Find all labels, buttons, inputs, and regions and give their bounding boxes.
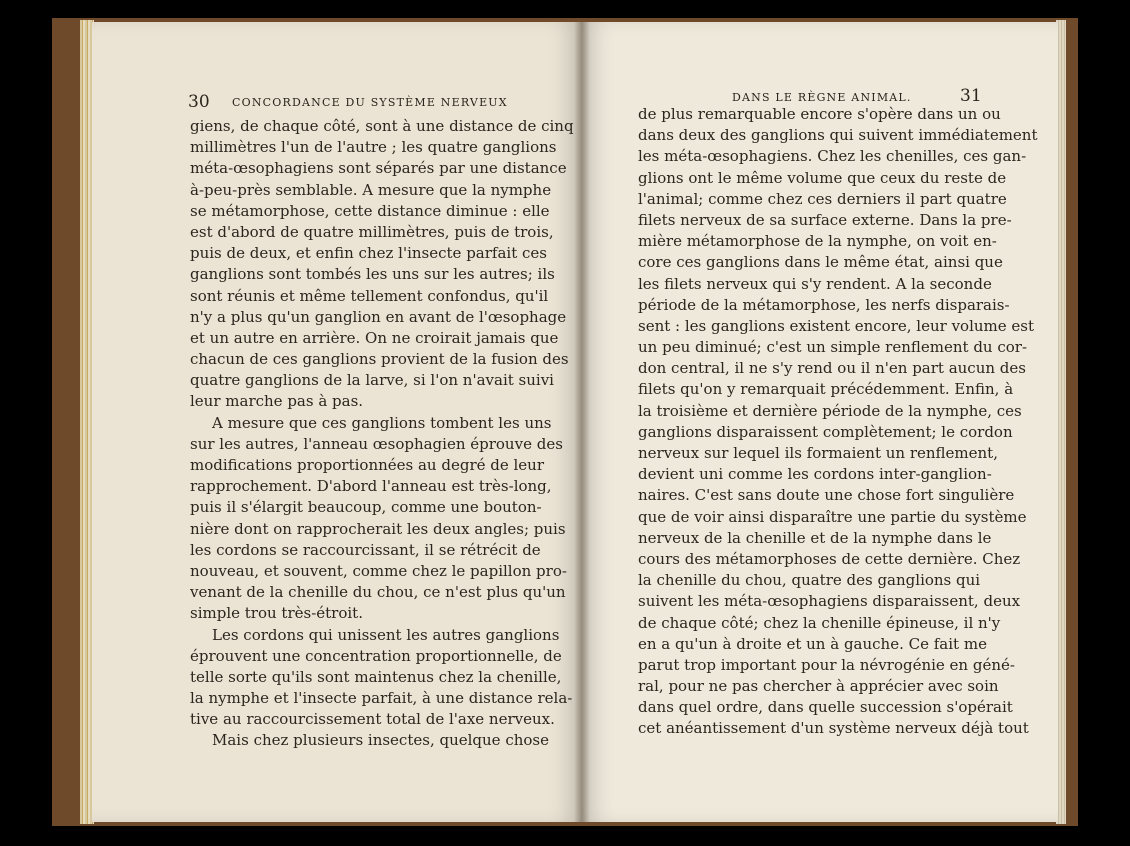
text-line: Mais chez plusieurs insectes, quelque chose [212, 731, 549, 750]
text-line: ganglions disparaissent complètement; le cordon [638, 422, 1013, 441]
text-line: Les cordons qui unissent les autres ganglions [212, 625, 560, 644]
text-line: nerveux sur lequel ils formaient un renflement, [638, 444, 998, 462]
text-line: et un autre en arrière. On ne croirait jamais que [190, 328, 559, 347]
text-line: filets qu'on y remarquait précédemment. Enfin, à [638, 380, 1014, 399]
text-line: puis il s'élargit beaucoup, comme une bouton- [190, 498, 542, 517]
text-line: la chenille du chou, quatre des ganglions qui [638, 571, 981, 590]
text-line: période de la métamorphose, les nerfs disparais- [638, 295, 1010, 314]
text-line: ral, pour ne pas chercher à apprécier avec soin [638, 677, 999, 696]
left-page-number: 30 [188, 92, 210, 112]
text-line: sur les autres, l'anneau œsophagien éprouve des [190, 434, 563, 453]
text-line: A mesure que ces ganglions tombent les uns [212, 413, 552, 432]
text-line: glions ont le même volume que ceux du reste de [638, 168, 1007, 187]
text-line: naires. C'est sans doute une chose fort singulière [638, 486, 1015, 505]
text-line: la troisième et dernière période de la nymphe, ces [638, 401, 1022, 420]
text-line: modifications proportionnées au degré de leur [190, 456, 545, 474]
text-line: rapprochement. D'abord l'anneau est très-long, [190, 477, 552, 496]
text-line: nouveau, et souvent, comme chez le papillon pro- [190, 561, 567, 580]
text-line: que de voir ainsi disparaître une partie du système [638, 507, 1027, 526]
text-line: sont réunis et même tellement confondus, qu'il [190, 286, 549, 305]
text-line: se métamorphose, cette distance diminue : elle [190, 201, 550, 220]
text-line: suivent les méta-œsophagiens disparaissent, deux [638, 592, 1021, 611]
text-line: parut trop important pour la névrogénie en géné- [638, 655, 1015, 674]
text-line: devient uni comme les cordons inter-ganglion- [638, 465, 992, 484]
text-line: dans quel ordre, dans quelle succession s'opérait [638, 698, 1013, 717]
text-line: leur marche pas à pas. [190, 392, 364, 411]
text-line: cours des métamorphoses de cette dernière. Chez [638, 549, 1021, 568]
text-line: quatre ganglions de la larve, si l'on n'avait suivi [190, 371, 554, 390]
text-line: tive au raccourcissement total de l'axe nerveux. [190, 710, 555, 729]
text-line: cet anéantissement d'un système nerveux déjà tout [638, 719, 1029, 738]
text-line: les filets nerveux qui s'y rendent. A la seconde [638, 274, 992, 293]
text-line: les cordons se raccourcissant, il se rétrécit de [190, 540, 541, 559]
text-line: mière métamorphose de la nymphe, on voit en- [638, 232, 997, 251]
text-line: la nymphe et l'insecte parfait, à une distance rela- [190, 689, 573, 708]
text-line: l'animal; comme chez ces derniers il part quatre [638, 189, 1007, 208]
text-line: don central, il ne s'y rend ou il n'en part aucun des [638, 359, 1026, 378]
text-line: simple trou très-étroit. [190, 604, 363, 623]
text-line: les méta-œsophagiens. Chez les chenilles, ces gan- [638, 147, 1027, 166]
right-page-text [638, 104, 1038, 740]
text-line: filets nerveux de sa surface externe. Dans la pre- [638, 210, 1012, 229]
text-line: puis de deux, et enfin chez l'insecte parfait ces [190, 244, 547, 263]
left-running-head: CONCORDANCE DU SYSTÈME NERVEUX [232, 96, 508, 109]
text-line: ganglions sont tombés les uns sur les autres; ils [190, 265, 555, 284]
text-line: est d'abord de quatre millimètres, puis de trois, [190, 222, 554, 241]
right-running-head: DANS LE RÈGNE ANIMAL. [732, 91, 912, 104]
text-line: giens, de chaque côté, sont à une distance de cinq [190, 117, 574, 135]
text-line: méta-œsophagiens sont séparés par une distance [190, 159, 567, 178]
text-line: en a qu'un à droite et un à gauche. Ce fait me [638, 634, 987, 653]
text-line: core ces ganglions dans le même état, ainsi que [638, 253, 1003, 272]
text-line: éprouvent une concentration proportionnelle, de [190, 646, 562, 665]
book-gutter [574, 22, 590, 822]
text-line: venant de la chenille du chou, ce n'est plus qu'un [190, 583, 566, 602]
text-line: n'y a plus qu'un ganglion en avant de l'œsophage [190, 307, 567, 326]
text-line: sent : les ganglions existent encore, leur volume est [638, 316, 1035, 335]
right-page-number: 31 [960, 86, 982, 106]
text-line: telle sorte qu'ils sont maintenus chez la chenille, [190, 667, 562, 686]
text-line: de plus remarquable encore s'opère dans un ou [638, 105, 1001, 123]
text-line: nerveux de la chenille et de la nymphe dans le [638, 528, 992, 547]
left-page-text [190, 116, 574, 752]
text-line: millimètres l'un de l'autre ; les quatre ganglions [190, 138, 557, 157]
text-line: dans deux des ganglions qui suivent immédiatement [638, 126, 1038, 145]
text-line: de chaque côté; chez la chenille épineuse, il n'y [638, 613, 1001, 632]
text-line: chacun de ces ganglions provient de la fusion des [190, 350, 569, 369]
text-line: un peu diminué; c'est un simple renflement du cor- [638, 338, 1028, 357]
text-line: nière dont on rapprocherait les deux angles; puis [190, 519, 566, 538]
text-line: à-peu-près semblable. A mesure que la nymphe [190, 180, 552, 199]
